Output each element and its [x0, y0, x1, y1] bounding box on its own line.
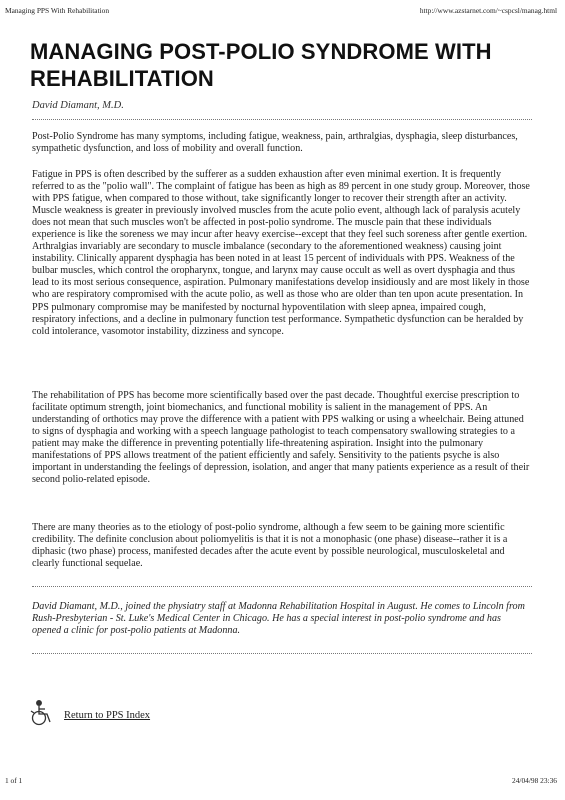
divider [32, 119, 532, 120]
author-bio: David Diamant, M.D., joined the physiatry staff at Madonna Rehabilitation Hospital in August. He comes to Lincoln from Rush-Presbyterian - St. Luke's Medical Center in Chicago. He has a special interest in post-polio syndrome and has opened a clinic for post-polio patients at Madonna. [32, 601, 525, 637]
wheelchair-icon [28, 699, 56, 732]
article-author: David Diamant, M.D. [32, 100, 124, 111]
print-footer [5, 776, 557, 788]
footer-timestamp: 24/04/98 23:36 [512, 776, 557, 785]
header-page-title: Managing PPS With Rehabilitation [5, 6, 110, 15]
article-title: MANAGING POST-POLIO SYNDROME WITH REHABILITATION [30, 39, 492, 91]
footer-page-count: 1 of 1 [5, 776, 23, 785]
header-url: http://www.azstarnet.com/~cspcsl/manag.html [419, 6, 557, 15]
divider [32, 653, 532, 654]
paragraph-symptoms: Fatigue in PPS is often described by the sufferer as a sudden exhaustion after even minimal exertion. It is frequently referred to as the "polio wall". The complaint of fatigue has been as high as 89 percent in one study group. Moreover, those with PPS fatigue, when compared to those without, take significantly longer to recover their strength after an activity. Muscle weakness is greater in previously involved muscles from the acute polio event, although lack of paralysis acutely does not mean that such muscles won't be affected in post-polio syndrome. The muscle pain that these individuals experience is like the soreness we may incur after heavy exercise--except that they feel such soreness after gentle exertion. Arthralgias invariably are secondary to muscle imbalance (secondary to the aforementioned weakness) causing joint instability. Clinically apparent dysphagia has been noted in at least 15 percent of individuals with PPS. Weakness of the bulbar muscles, which control the oropharynx, tongue, and larynx may cause occult as well as overt dysphagia and thus lead to its most serious consequence, aspiration. Pulmonary manifestations develop insidiously and are most likely in those who are respiratory compromised with the acute polio, as well as those who are older than ten upon acute presentation. In PPS pulmonary compromise may be manifested by nocturnal hypoventilation with sleep apnea, impaired cough, respiratory infections, and a decline in pulmonary function test performance. Sympathetic dysfunction can be heralded by cold intolerance, vasomotor instability, dizziness and syncope. [32, 169, 530, 337]
paragraph-etiology: There are many theories as to the etiology of post-polio syndrome, although a few seem to be gaining more scientific credibility. The definite conclusion about poliomyelitis is that it is not a monophasic (one phase) disease--rather it is a diphasic (two phase) process, manifested decades after the acute event by possible neurological, musculoskeletal and clearly functional sequelae. [32, 522, 508, 570]
return-link-label: Return to PPS Index [64, 709, 151, 721]
return-to-index-link[interactable] [28, 701, 150, 729]
paragraph-intro: Post-Polio Syndrome has many symptoms, including fatigue, weakness, pain, arthralgias, dysphagia, sleep disturbances, sympathetic dysfunction, and loss of mobility and overall function. [32, 131, 518, 155]
divider [32, 586, 532, 587]
paragraph-rehabilitation: The rehabilitation of PPS has become more scientifically based over the past decade. Thoughtful exercise prescription to facilitate optimum strength, joint biomechanics, and functional mobility is salient in the management of PPS. An understanding of orthotics may prove the difference with a patient with PPS walking or using a wheelchair. Being attuned to signs of dysphagia and working with a speech language pathologist to teach compensatory swallowing strategies to a patient may make the difference in preventing potentially life-threatening aspiration. Insight into the pulmonary manifestations of PPS allows treatment of the patient efficiently and safely. Sensitivity to the patients psyche is also important in understanding the feelings of depression, isolation, and anger that many patients experience as a result of their second polio-related episode. [32, 390, 530, 486]
print-header [5, 6, 557, 18]
